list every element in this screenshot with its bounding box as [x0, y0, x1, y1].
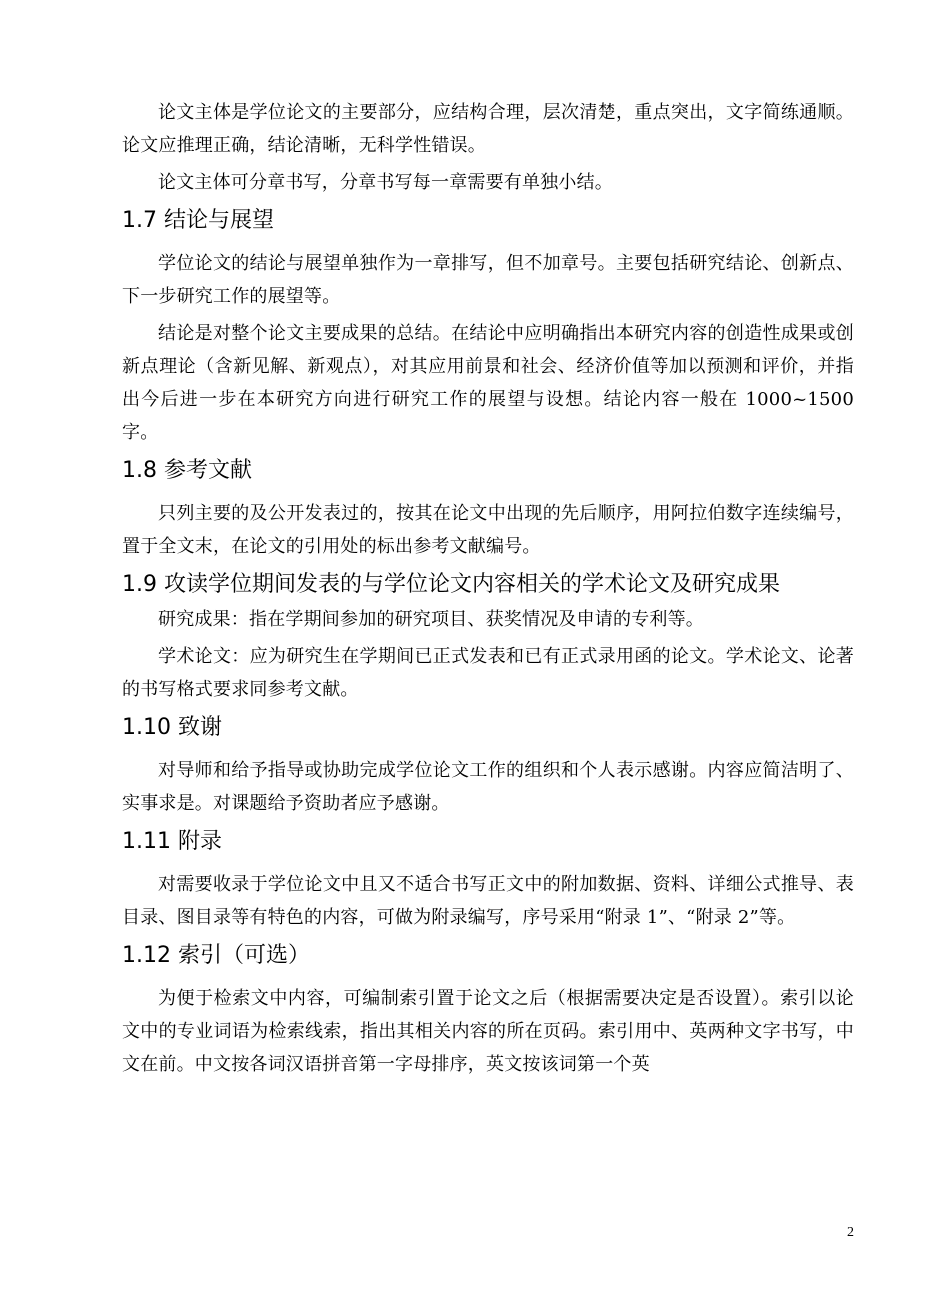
section-heading-1-10: 1.10 致谢 [122, 715, 222, 740]
section-heading-1-11: 1.11 附录 [122, 829, 222, 854]
paragraph-academic-papers: 学术论文：应为研究生在学期间已正式发表和已有正式录用函的论文。学术论文、论著的书写格式要求同参考文献。 [122, 646, 854, 700]
section-heading-1-12: 1.12 索引（可选） [122, 943, 310, 968]
section-heading-1-7: 1.7 结论与展望 [122, 208, 274, 233]
paragraph-research-results: 研究成果：指在学期间参加的研究项目、获奖情况及申请的专利等。 [158, 609, 704, 630]
document-body [122, 96, 854, 1085]
paragraph-index: 为便于检索文中内容，可编制索引置于论文之后（根据需要决定是否设置）。索引以论文中的专业词语为检索线索，指出其相关内容的所在页码。索引用中、英两种文字书写，中文在前。中文按各词汉语拼音第一字母排序，英文按该词第一个英 [122, 988, 854, 1075]
section-heading-1-8: 1.8 参考文献 [122, 458, 252, 483]
paragraph-chapter-writing: 论文主体可分章书写，分章书写每一章需要有单独小结。 [158, 172, 613, 193]
paragraph-main-body: 论文主体是学位论文的主要部分，应结构合理，层次清楚，重点突出，文字简练通顺。论文应推理正确，结论清晰，无科学性错误。 [122, 102, 854, 156]
section-heading-1-9: 1.9 攻读学位期间发表的与学位论文内容相关的学术论文及研究成果 [122, 572, 780, 597]
paragraph-acknowledgements: 对导师和给予指导或协助完成学位论文工作的组织和个人表示感谢。内容应简洁明了、实事求是。对课题给予资助者应予感谢。 [122, 760, 854, 814]
page-number: 2 [847, 1225, 854, 1240]
paragraph-conclusion-detail: 结论是对整个论文主要成果的总结。在结论中应明确指出本研究内容的创造性成果或创新点理论（含新见解、新观点），对其应用前景和社会、经济价值等加以预测和评价，并指出今后进一步在本研究方向进行研究工作的展望与设想。结论内容一般在 1000~1500 字。 [122, 323, 854, 443]
paragraph-references: 只列主要的及公开发表过的，按其在论文中出现的先后顺序，用阿拉伯数字连续编号，置于全文末，在论文的引用处的标出参考文献编号。 [122, 503, 854, 557]
paragraph-appendix: 对需要收录于学位论文中且又不适合书写正文中的附加数据、资料、详细公式推导、表目录、图目录等有特色的内容，可做为附录编写，序号采用“附录 1”、“附录 2”等。 [122, 874, 854, 928]
paragraph-conclusion-intro: 学位论文的结论与展望单独作为一章排写，但不加章号。主要包括研究结论、创新点、下一步研究工作的展望等。 [122, 253, 854, 307]
